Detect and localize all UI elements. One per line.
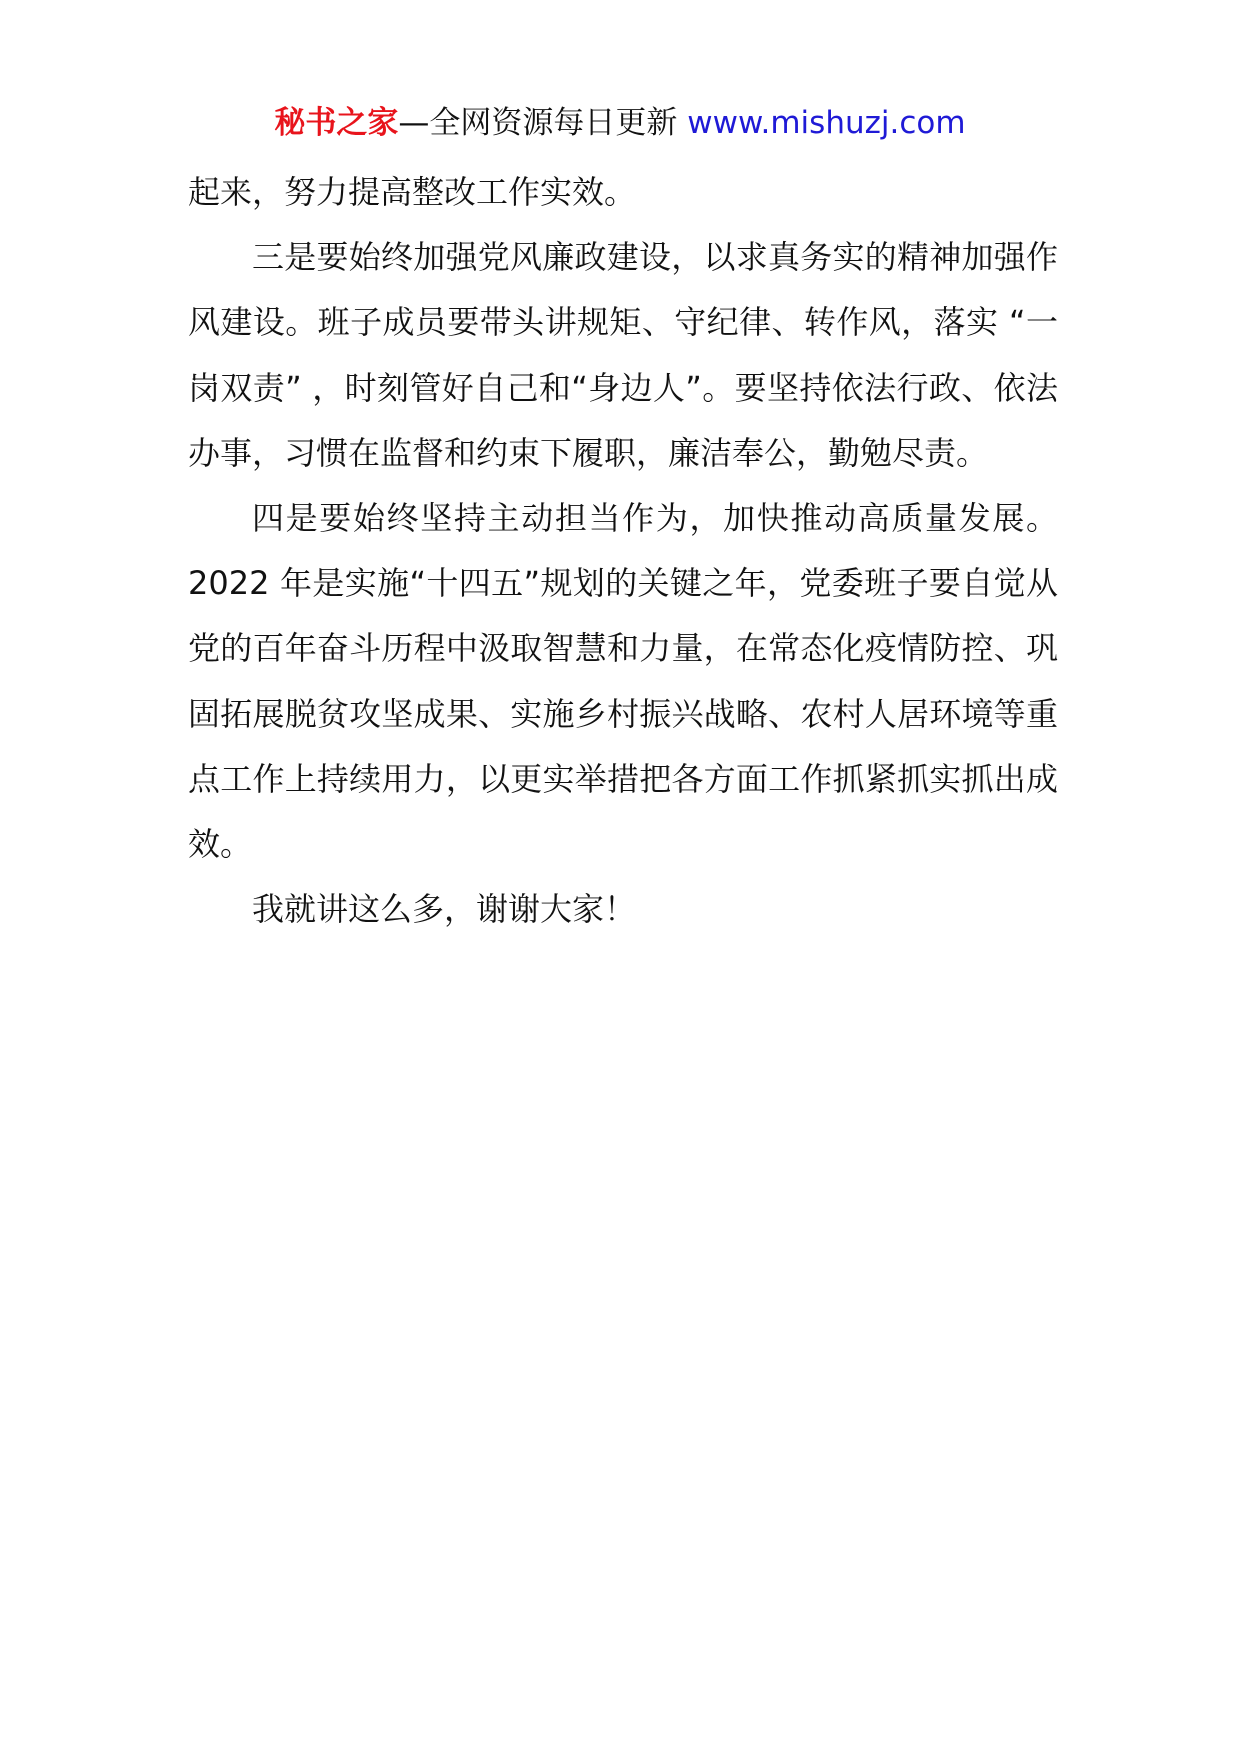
site-url-link[interactable]: www.mishuzj.com [687, 105, 966, 141]
brand-name: 秘书之家 [274, 105, 399, 141]
paragraph-continuation: 起来，努力提高整改工作实效。 [188, 173, 637, 211]
page-header [0, 101, 1240, 145]
paragraph-point-four: 四是要始终坚持主动担当作为，加快推动高质量发展。2022 年是实施“十四五”规划的关键之年，党委班子要自觉从党的百年奋斗历程中汲取智慧和力量，在常态化疫情防控、巩固拓展脱贫攻坚成果、实施乡村振兴战略、农村人居环境等重点工作上持续用力，以更实举措把各方面工作抓紧抓实抓出成效。 [188, 499, 1058, 864]
document-body [188, 160, 1058, 942]
header-tagline: —全网资源每日更新 [398, 105, 688, 141]
paragraph-closing: 我就讲这么多，谢谢大家！ [252, 890, 637, 929]
paragraph-point-three: 三是要始终加强党风廉政建设，以求真务实的精神加强作风建设。班子成员要带头讲规矩、守纪律、转作风，落实 “一岗双责” ，时刻管好自己和“身边人”。要坚持依法行政、依法办事，习惯在监督和约束下履职，廉洁奉公，勤勉尽责。 [188, 238, 1058, 472]
